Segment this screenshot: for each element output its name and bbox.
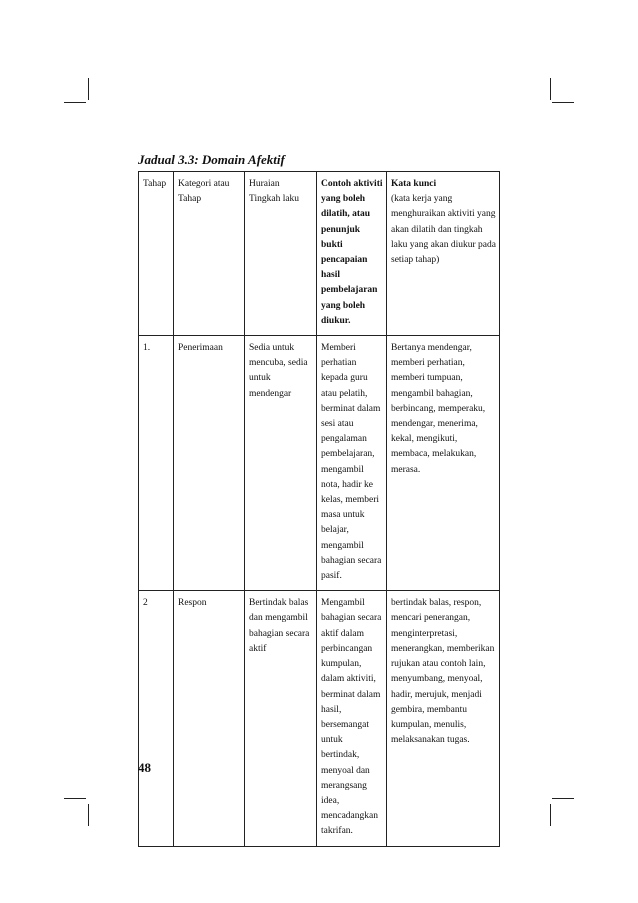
crop-mark <box>88 78 89 100</box>
domain-afektif-table <box>138 171 500 847</box>
cell-kategori: Penerimaan <box>174 336 245 591</box>
cell-kata-kunci: bertindak balas, respon, mencari penerangan, menginterpretasi, menerangkan, memberikan rujukan atau contoh lain, menyumbang, menyoal, hadir, merujuk, menjadi gembira, membantu kumpulan, menulis, melaksanakan tugas. <box>387 591 500 846</box>
table-header-row <box>139 172 500 336</box>
page-number: 48 <box>138 760 151 775</box>
crop-mark <box>552 102 574 103</box>
header-kata-kunci <box>387 172 500 336</box>
crop-mark <box>64 798 86 799</box>
header-tahap: Tahap <box>139 172 174 336</box>
cell-tahap: 1. <box>139 336 174 591</box>
cell-kata-kunci: Bertanya mendengar, memberi perhatian, memberi tumpuan, mengambil bahagian, berbincang, memperaku, mendengar, menerima, kekal, mengikuti, membaca, melakukan, merasa. <box>387 336 500 591</box>
crop-mark <box>552 798 574 799</box>
crop-mark <box>550 78 551 100</box>
crop-mark <box>550 804 551 826</box>
crop-mark <box>64 102 86 103</box>
header-contoh: Contoh aktiviti yang boleh dilatih, atau penunjuk bukti pencapaian hasil pembelajaran yang boleh diukur. <box>317 172 387 336</box>
cell-huraian: Bertindak balas dan mengambil bahagian secara aktif <box>245 591 317 846</box>
header-kategori: Kategori atau Tahap <box>174 172 245 336</box>
cell-contoh: Memberi perhatian kepada guru atau pelatih, berminat dalam sesi atau pengalaman pembelajaran, mengambil nota, hadir ke kelas, memberi masa untuk belajar, mengambil bahagian secara pasif. <box>317 336 387 591</box>
header-kata-kunci-title: Kata kunci <box>391 179 437 189</box>
cell-contoh: Mengambil bahagian secara aktif dalam perbincangan kumpulan, dalam aktiviti, berminat dalam hasil, bersemangat untuk bertindak, menyoal dan merangsang idea, mencadangkan takrifan. <box>317 591 387 846</box>
header-kata-kunci-note: (kata kerja yang menghuraikan aktiviti yang akan dilatih dan tingkah laku yang akan diukur pada setiap tahap) <box>391 194 496 266</box>
cell-huraian: Sedia untuk mencuba, sedia untuk mendengar <box>245 336 317 591</box>
table-row <box>139 336 500 591</box>
cell-tahap: 2 <box>139 591 174 846</box>
header-huraian: Huraian Tingkah laku <box>245 172 317 336</box>
cell-kategori: Respon <box>174 591 245 846</box>
table-caption: Jadual 3.3: Domain Afektif <box>138 152 285 167</box>
crop-mark <box>88 804 89 826</box>
table-row <box>139 591 500 846</box>
